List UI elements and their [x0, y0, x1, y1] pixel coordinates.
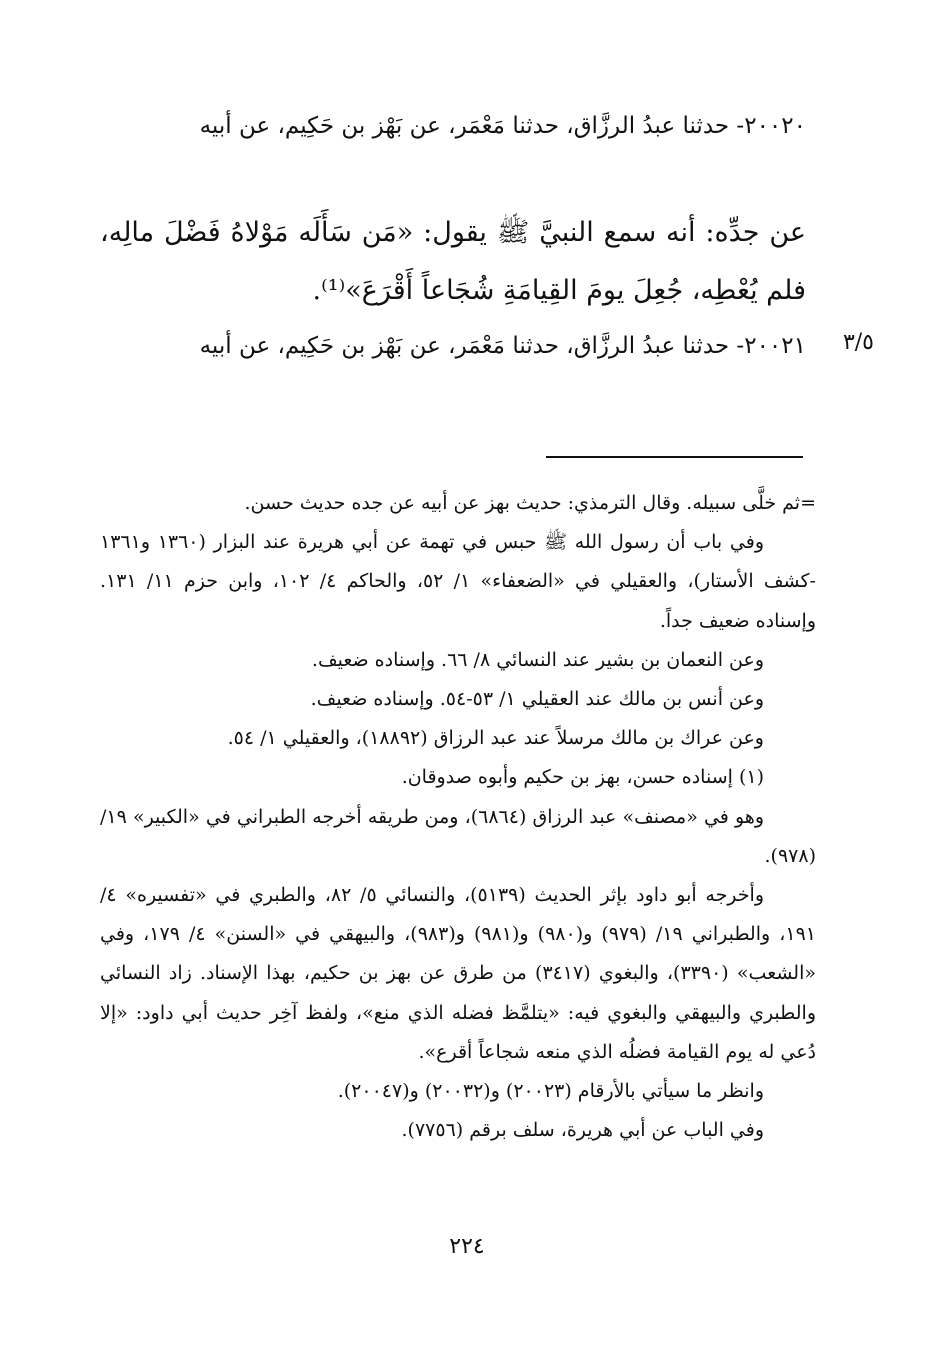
hadith-20021-text: ٢٠٠٢١- حدثنا عبدُ الرزَّاق، حدثنا مَعْمَر، عن بَهْز بن حَكِيم، عن أبيه [199, 333, 806, 359]
footnote-paragraph: =ثم خلَّى سبيله. وقال الترمذي: حديث بهز عن أبيه عن جده حديث حسن. [244, 492, 816, 514]
footnote-paragraph: وأخرجه أبو داود بإثر الحديث (٥١٣٩)، والنسائي ٥/ ٨٢، والطبري في «تفسيره» ٤/ ١٩١، والطبراني ١٩/ (٩٧٩) و(٩٨٠) و(٩٨١) و(٩٨٣)، والبيهقي في «السنن» ٤/ ١٧٩، وفي «الشعب» (٣٣٩٠)، والبغوي (٣٤١٧) من طرق عن بهز بن حكيم، بهذا الإسناد. زاد النسائي والطبري والبيهقي والبغوي فيه: «يتلمَّظ فضله الذي منع»، ولفظ آخِر حديث أبي داود: «إلا دُعي له يوم القيامة فضلُه الذي منعه شجاعاً أقرع». [100, 884, 817, 1063]
footnote-paragraph: وهو في «مصنف» عبد الرزاق (٦٨٦٤)، ومن طريقه أخرجه الطبراني في «الكبير» ١٩/ (٩٧٨). [100, 805, 816, 867]
footnote-divider [546, 456, 803, 458]
footnote-paragraph: وانظر ما سيأتي بالأرقام (٢٠٠٢٣) و(٢٠٠٣٢) و(٢٠٠٤٧). [337, 1080, 764, 1103]
footnotes [100, 484, 816, 1150]
hadith-20020-text: ٢٠٠٢٠- حدثنا عبدُ الرزَّاق، حدثنا مَعْمَر، عن بَهْز بن حَكِيم، عن أبيه [199, 113, 806, 139]
footnote-paragraph: وفي الباب عن أبي هريرة، سلف برقم (٧٧٥٦). [401, 1119, 764, 1142]
footnote-paragraph: وعن النعمان بن بشير عند النسائي ٨/ ٦٦. وإسناده ضعيف. [311, 648, 764, 671]
page-number: ٢٢٤ [449, 1234, 485, 1259]
hadith-matn-text: عن جدِّه: أنه سمع النبيَّ ﷺ يقول: «مَن سَأَلَه مَوْلاهُ فَضْلَ مالِه، فلم يُعْطِه، جُعِلَ يومَ القِيامَةِ شُجَاعاً أَقْرَعَ»⁽¹⁾. [100, 217, 806, 306]
footnote-1: (١) إسناده حسن، بهز بن حكيم وأبوه صدوقان. [401, 766, 764, 789]
footnote-paragraph: وعن عراك بن مالك مرسلاً عند عبد الرزاق (١٨٨٩٢)، والعقيلي ١/ ٥٤. [227, 727, 764, 750]
footnote-paragraph: وعن أنس بن مالك عند العقيلي ١/ ٥٣-٥٤. وإسناده ضعيف. [310, 688, 764, 711]
footnote-paragraph: وفي باب أن رسول الله ﷺ حبس في تهمة عن أبي هريرة عند البزار (١٣٦٠ و١٣٦١ -كشف الأستار)، والعقيلي في «الضعفاء» ١/ ٥٢، والحاكم ٤/ ١٠٢، وابن حزم ١١/ ١٣١. وإسناده ضعيف جداً. [100, 531, 816, 632]
side-volume-marker: ٣/٥ [842, 330, 874, 355]
